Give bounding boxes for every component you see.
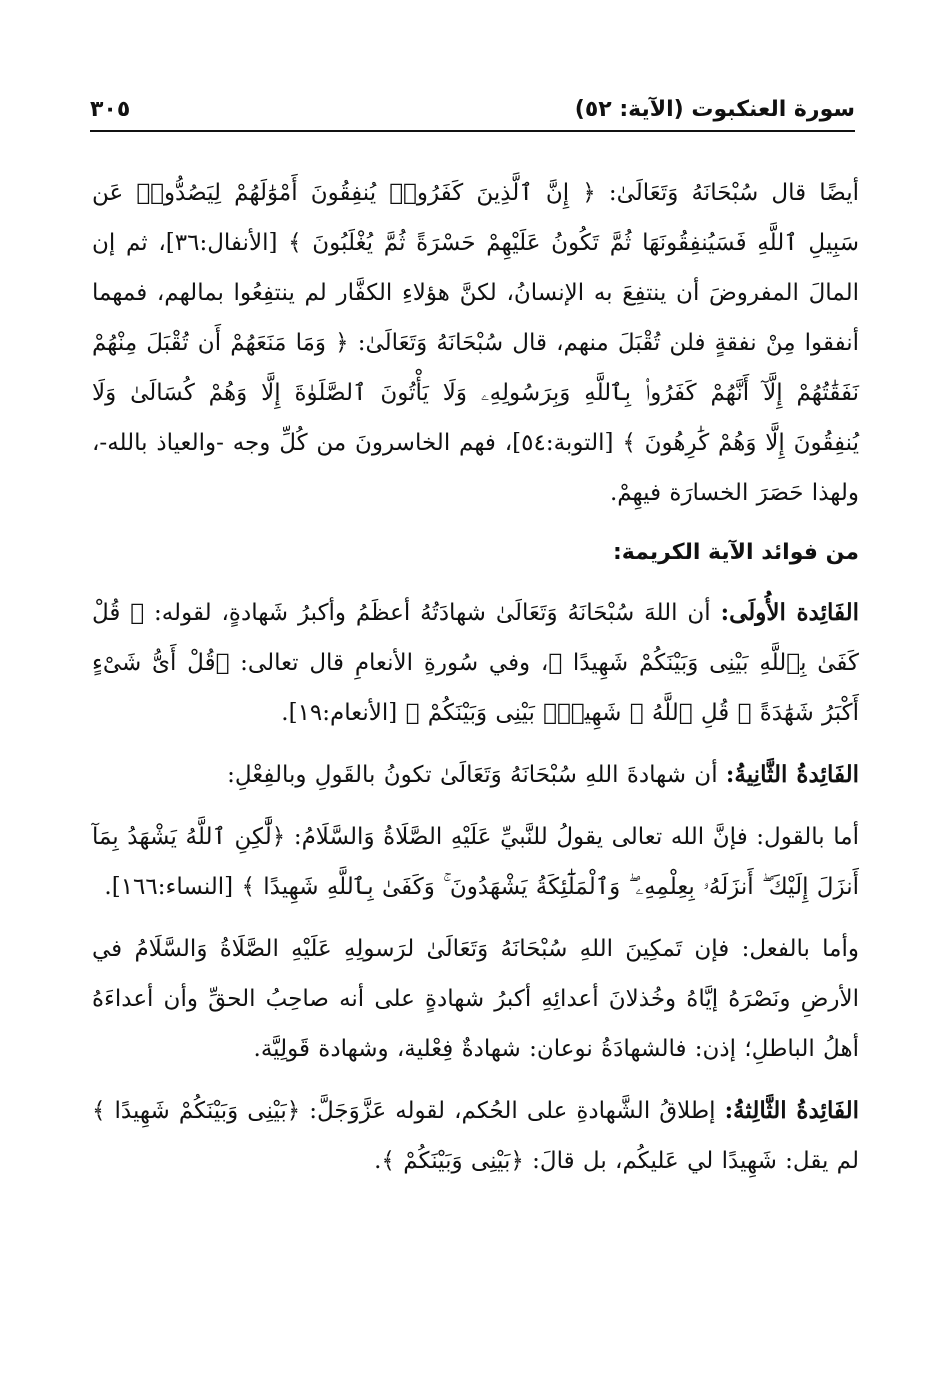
benefit-paragraph <box>92 750 859 800</box>
page-number: ٣٠٥ <box>90 97 131 122</box>
benefit-text: أن شهادةَ اللهِ سُبْحَانَهُ وَتَعَالَىٰ تكونُ بالقَولِ وبالفِعْلِ: <box>227 762 726 788</box>
benefit-text: أن اللهَ سُبْحَانَهُ وَتَعَالَىٰ شهادَتُهُ أعظَمُ وأكبرُ شَهادةٍ، لقوله: ﴿ قُلْ كَفَىٰ بِٱللَّهِ بَيْنِى وَبَيْنَكُمْ شَهِيدًا ﴾، وفي سُورةِ الأنعامِ قال تعالى: ﴿قُلْ أَىُّ شَىْءٍ أَكْبَرُ شَهَٰدَةً ۖ قُلِ ٱللَّهُ ۖ شَهِيدٌۢ بَيْنِى وَبَيْنَكُمْ ﴾ [الأنعام:١٩]. <box>92 600 859 726</box>
paragraph-text: أيضًا قال سُبْحَانَهُ وَتَعَالَىٰ: ﴿ إِنَّ ٱلَّذِينَ كَفَرُوا۟ يُنفِقُونَ أَمْوَٰلَهُمْ لِيَصُدُّوا۟ عَن سَبِيلِ ٱللَّهِ فَسَيُنفِقُونَهَا ثُمَّ تَكُونُ عَلَيْهِمْ حَسْرَةً ثُمَّ يُغْلَبُونَ ﴾ [الأنفال:٣٦]، ثم إن المالَ المفروضَ أن ينتفِعَ به الإنسانُ، لكنَّ هؤلاءِ الكفَّار لم ينتفِعُوا بمالهم، فمهما أنفقوا مِنْ نفقةٍ فلن تُقْبَلَ منهم، قال سُبْحَانَهُ وَتَعَالَىٰ: ﴿ وَمَا مَنَعَهُمْ أَن تُقْبَلَ مِنْهُمْ نَفَقَٰتُهُمْ إِلَّآ أَنَّهُمْ كَفَرُوا۟ بِٱللَّهِ وَبِرَسُولِهِۦ وَلَا يَأْتُونَ ٱلصَّلَوٰةَ إِلَّا وَهُمْ كُسَالَىٰ وَلَا يُنفِقُونَ إِلَّا وَهُمْ كَٰرِهُونَ ﴾ [التوبة:٥٤]، فهم الخاسرونَ من كُلِّ وجه -والعياذ بالله-، ولهذا حَصَرَ الخسارَة فيهِمْ. <box>92 180 859 506</box>
benefit-text: إطلاقُ الشَّهادةِ على الحُكم، لقوله عَزَّوَجَلَّ: ﴿بَيْنِى وَبَيْنَكُمْ شَهِيدًا ﴾ لم يقل: شَهِيدًا لي عَليكُم، بل قالَ: ﴿بَيْنِى وَبَيْنَكُمْ ﴾. <box>92 1098 859 1174</box>
intro-paragraph <box>92 168 859 518</box>
benefit-lead: الفَائِدةُ الثَّالِثةُ: <box>724 1097 859 1124</box>
section-heading: من فوائد الآية الكريمة: <box>612 540 859 565</box>
benefit-text: أما بالقول: فإنَّ الله تعالى يقولُ للنَّبيِّ عَلَيْهِ الصَّلَاةُ وَالسَّلَامُ: ﴿لَّٰكِنِ ٱللَّهُ يَشْهَدُ بِمَآ أَنزَلَ إِلَيْكَ ۖ أَنزَلَهُۥ بِعِلْمِهِۦ ۖ وَٱلْمَلَٰٓئِكَةُ يَشْهَدُونَ ۚ وَكَفَىٰ بِٱللَّهِ شَهِيدًا ﴾ [النساء:١٦٦]. <box>92 824 859 900</box>
header-divider <box>90 130 855 132</box>
benefit-paragraph <box>92 812 859 912</box>
benefit-paragraph <box>92 588 859 738</box>
benefit-paragraph <box>92 924 859 1074</box>
page-body <box>92 168 859 1192</box>
benefit-text: وأما بالفعل: فإن تَمكِينَ اللهِ سُبْحَانَهُ وَتَعَالَىٰ لرَسولِهِ عَلَيْهِ الصَّلَاةُ وَالسَّلَامُ في الأرضِ ونَصْرَهُ إيَّاهُ وخُذلانَ أعدائِهِ أكبرُ شهادةٍ على أنه صاحِبُ الحقِّ وأن أعداءَهُ أهلُ الباطلِ؛ إذن: فالشهادَةُ نوعان: شهادةٌ فِعْلية، وشهادة قَولِيَّة. <box>92 936 859 1062</box>
running-title: سورة العنكبوت (الآية: ٥٢) <box>574 97 855 122</box>
benefit-lead: الفَائِدة الأُولَى: <box>720 599 860 626</box>
benefit-paragraph <box>92 1086 859 1186</box>
page-header <box>90 92 855 132</box>
benefit-lead: الفَائِدةُ الثَّانِيةُ: <box>725 761 859 788</box>
